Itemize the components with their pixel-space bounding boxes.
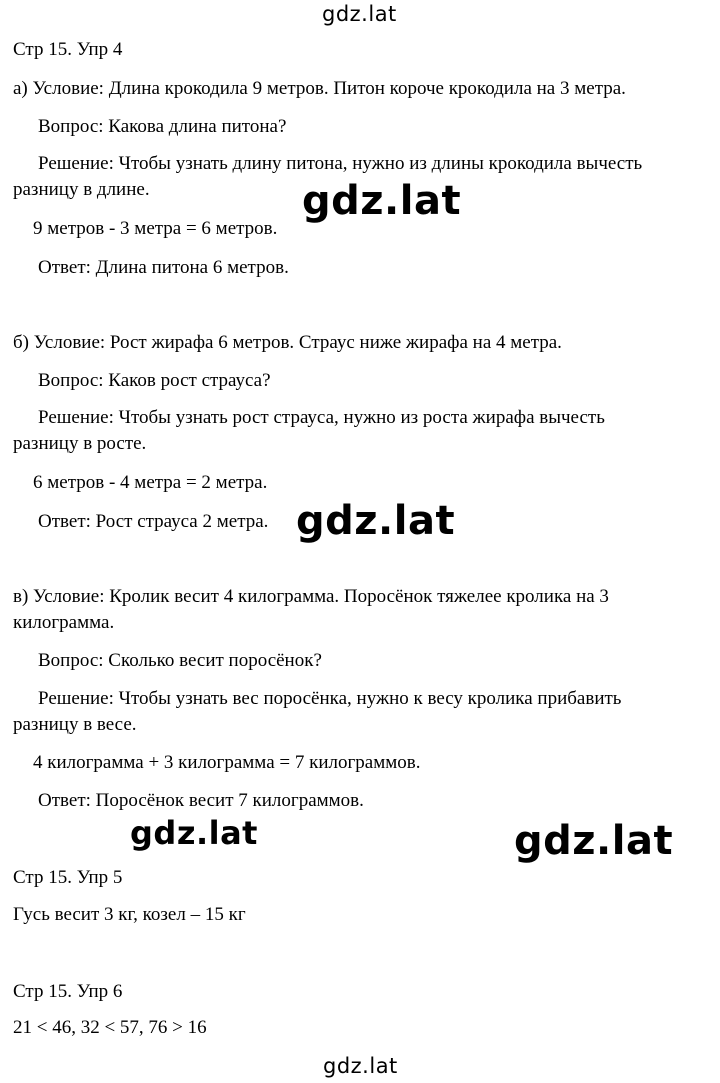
ex4-a-solution-line2: разницу в длине. bbox=[13, 179, 150, 200]
ex4-a-answer: Ответ: Длина питона 6 метров. bbox=[38, 257, 289, 278]
ex6-text: 21 < 46, 32 < 57, 76 > 16 bbox=[13, 1017, 207, 1038]
ex4-v-question: Вопрос: Сколько весит поросёнок? bbox=[38, 650, 322, 671]
watermark-bottom: gdz.lat bbox=[323, 1054, 398, 1078]
watermark-mid-1: gdz.lat bbox=[302, 178, 462, 224]
ex4-b-solution-line1: Решение: Чтобы узнать рост страуса, нужно из роста жирафа вычесть bbox=[38, 407, 605, 428]
ex4-b-solution-line2: разницу в росте. bbox=[13, 433, 147, 454]
ex4-a-question: Вопрос: Какова длина питона? bbox=[38, 116, 287, 137]
ex4-heading: Стр 15. Упр 4 bbox=[13, 39, 123, 60]
ex4-v-calculation: 4 килограмма + 3 килограмма = 7 килограммов. bbox=[33, 752, 421, 773]
ex4-a-condition: а) Условие: Длина крокодила 9 метров. Питон короче крокодила на 3 метра. bbox=[13, 78, 626, 99]
ex5-text: Гусь весит 3 кг, козел – 15 кг bbox=[13, 904, 246, 925]
watermark-right-big: gdz.lat bbox=[514, 818, 674, 864]
watermark-mid-2: gdz.lat bbox=[296, 498, 456, 544]
ex4-v-answer: Ответ: Поросёнок весит 7 килограммов. bbox=[38, 790, 364, 811]
ex4-b-question: Вопрос: Каков рост страуса? bbox=[38, 370, 271, 391]
ex4-v-solution-line2: разницу в весе. bbox=[13, 714, 137, 735]
ex5-heading: Стр 15. Упр 5 bbox=[13, 867, 123, 888]
ex4-b-condition: б) Условие: Рост жирафа 6 метров. Страус ниже жирафа на 4 метра. bbox=[13, 332, 562, 353]
ex4-a-calculation: 9 метров - 3 метра = 6 метров. bbox=[33, 218, 278, 239]
ex4-b-calculation: 6 метров - 4 метра = 2 метра. bbox=[33, 472, 268, 493]
ex6-heading: Стр 15. Упр 6 bbox=[13, 981, 123, 1002]
watermark-left-small: gdz.lat bbox=[130, 814, 258, 852]
watermark-top: gdz.lat bbox=[322, 2, 397, 26]
ex4-a-solution-line1: Решение: Чтобы узнать длину питона, нужно из длины крокодила вычесть bbox=[38, 153, 643, 174]
ex4-v-condition-line2: килограмма. bbox=[13, 612, 115, 633]
ex4-b-answer: Ответ: Рост страуса 2 метра. bbox=[38, 511, 269, 532]
ex4-v-condition-line1: в) Условие: Кролик весит 4 килограмма. Поросёнок тяжелее кролика на 3 bbox=[13, 586, 609, 607]
ex4-v-solution-line1: Решение: Чтобы узнать вес поросёнка, нужно к весу кролика прибавить bbox=[38, 688, 622, 709]
